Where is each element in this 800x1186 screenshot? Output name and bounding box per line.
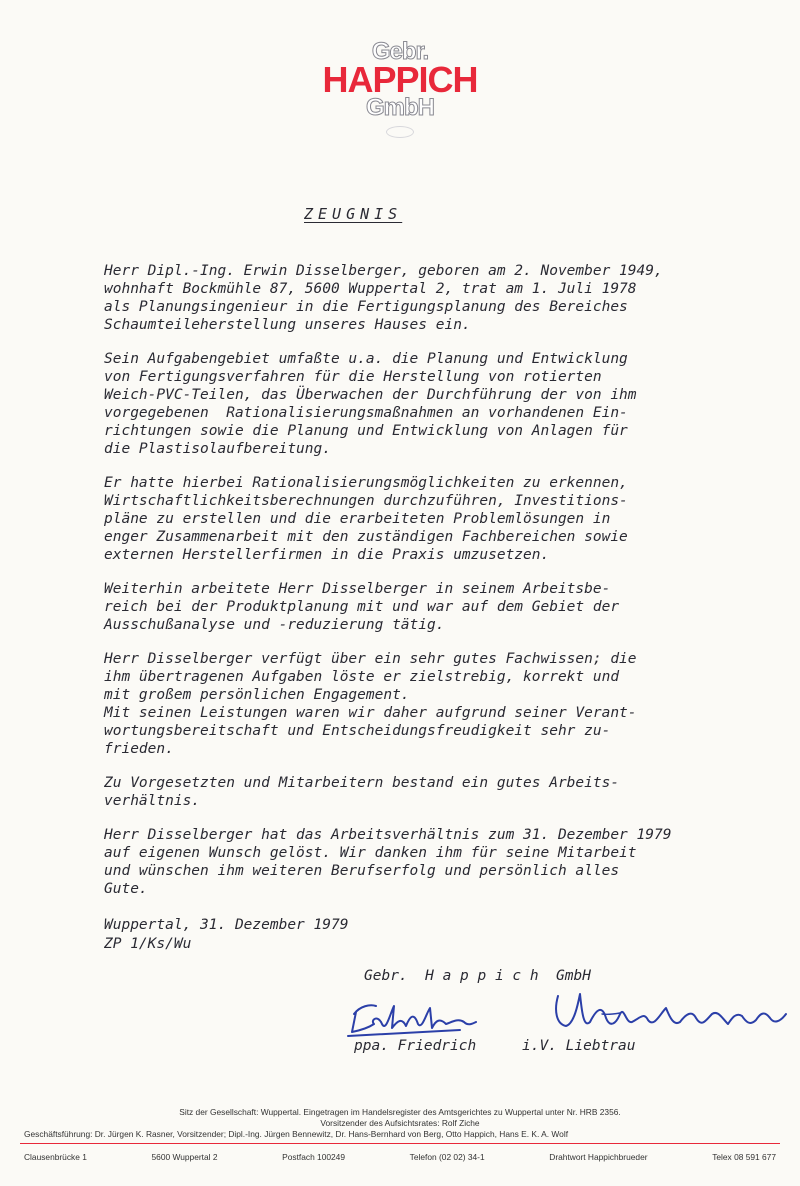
body-line: als Planungsingenieur in die Fertigungsplanung des Bereiches [104,299,628,315]
logo-bottom-text: GmbH [366,94,434,121]
body-line: wohnhaft Bockmühle 87, 5600 Wuppertal 2, trat am 1. Juli 1978 [104,281,637,297]
footer-phone: Telefon (02 02) 34-1 [409,1152,485,1162]
body-line: ihm übertragenen Aufgaben löste er zielstrebig, korrekt und [104,669,620,685]
footer-address: Clausenbrücke 1 [24,1152,87,1162]
body-line: vorgegebenen Rationalisierungsmaßnahmen an vorhandenen Ein- [104,405,628,421]
body-line: externen Herstellerfirmen in die Praxis umzusetzen. [104,547,550,563]
footer-telegram: Drahtwort Happichbrueder [549,1152,648,1162]
body-paragraph [104,350,784,458]
date-block [104,916,348,954]
footer-divider [20,1143,780,1144]
footer-supervisory-board: Vorsitzender des Aufsichtsrates: Rolf Ziche [320,1118,480,1128]
body-line: mit großem persönlichen Engagement. [104,687,410,703]
body-line: Weich-PVC-Teilen, das Überwachen der Durchführung der von ihm [104,387,637,403]
body-line: reich bei der Produktplanung mit und war auf dem Gebiet der [104,599,620,615]
body-line: Herr Dipl.-Ing. Erwin Disselberger, geboren am 2. November 1949, [104,263,663,279]
body-line: Sein Aufgabengebiet umfaßte u.a. die Planung und Entwicklung [104,351,628,367]
body-line: wortungsbereitschaft und Entscheidungsfreudigkeit sehr zu- [104,723,611,739]
signatory-left: ppa. Friedrich [354,1038,477,1054]
body-line: Er hatte hierbei Rationalisierungsmöglichkeiten zu erkennen, [104,475,628,491]
company-logo [0,40,800,138]
document-title: ZEUGNIS [304,205,403,223]
body-paragraph [104,650,784,758]
body-line: die Plastisolaufbereitung. [104,441,331,457]
footer-registration: Sitz der Gesellschaft: Wuppertal. Eingetragen im Handelsregister des Amtsgerichtes zu Wuppertal unter Nr. HRB 2356. [179,1107,621,1117]
body-line: frieden. [104,741,174,757]
body-line: Mit seinen Leistungen waren wir daher aufgrund seiner Verant- [104,705,637,721]
body-line: pläne zu erstellen und die erarbeiteten Problemlösungen in [104,511,611,527]
place-date: Wuppertal, 31. Dezember 1979 [104,917,349,933]
body-line: Wirtschaftlichkeitsberechnungen durchzuführen, Investitions- [104,493,628,509]
embossed-mark-icon [386,126,414,138]
body-paragraph [104,580,784,634]
body-paragraph [104,474,784,564]
footer-management: Geschäftsführung: Dr. Jürgen K. Rasner, Vorsitzender; Dipl.-Ing. Jürgen Bennewitz, Dr. Hans-Bernhard von Berg, Otto Happich, Hans E. K. A. Wolf [24,1129,569,1139]
body-line: Schaumteileherstellung unseres Hauses ein. [104,317,471,333]
body-line: Herr Disselberger hat das Arbeitsverhältnis zum 31. Dezember 1979 [104,827,672,843]
body-line: richtungen sowie die Planung und Entwicklung von Anlagen für [104,423,628,439]
signature-company: Gebr. H a p p i c h GmbH [364,968,591,984]
handwritten-signatures [340,984,800,1044]
footer-postbox: Postfach 100249 [282,1152,346,1162]
body-line: Gute. [104,881,148,897]
body-paragraph [104,826,784,898]
body-line: Ausschußanalyse und -reduzierung tätig. [104,617,445,633]
body-paragraph [104,262,784,334]
body-line: Herr Disselberger verfügt über ein sehr gutes Fachwissen; die [104,651,637,667]
footer-city: 5600 Wuppertal 2 [151,1152,218,1162]
body-line: und wünschen ihm weiteren Berufserfolg und persönlich alles [104,863,620,879]
body-line: Weiterhin arbeitete Herr Disselberger in seinem Arbeitsbe- [104,581,611,597]
body-line: enger Zusammenarbeit mit den zuständigen Fachbereichen sowie [104,529,628,545]
reference-code: ZP 1/Ks/Wu [104,936,192,952]
body-line: verhältnis. [104,793,201,809]
logo-name-text: HAPPICH [322,59,478,100]
body-line: auf eigenen Wunsch gelöst. Wir danken ihm für seine Mitarbeit [104,845,637,861]
body-line: von Fertigungsverfahren für die Herstellung von rotierten [104,369,602,385]
letter-body [104,262,784,914]
logo-top-text: Gebr. [371,38,429,65]
letter-footer [20,1107,780,1162]
body-paragraph [104,774,784,810]
footer-contact-row [20,1152,780,1162]
body-line: Zu Vorgesetzten und Mitarbeitern bestand ein gutes Arbeits- [104,775,620,791]
signatory-right: i.V. Liebtrau [522,1038,636,1054]
footer-telex: Telex 08 591 677 [712,1152,776,1162]
